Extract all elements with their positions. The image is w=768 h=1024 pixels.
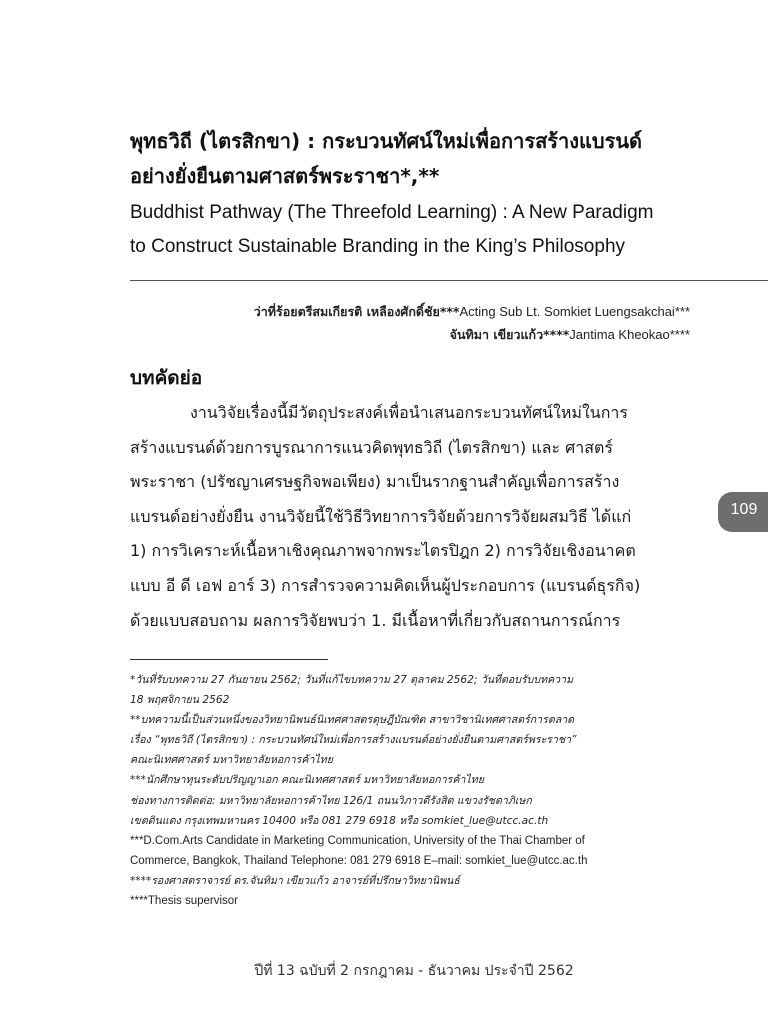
title-english-line-1: Buddhist Pathway (The Threefold Learning) : A New Paradigm — [130, 202, 654, 223]
author-line — [90, 323, 690, 346]
abstract-line: แบรนด์อย่างยั่งยืน งานวิจัยนี้ใช้วิธีวิทยาการวิจัยด้วยการวิจัยผสมวิธี ได้แก่ — [130, 506, 632, 526]
title-thai-line-2: อย่างยั่งยืนตามศาสตร์พระราชา*,** — [130, 164, 440, 188]
footnote-line: ****Thesis supervisor — [130, 895, 239, 908]
footnote-line: เรื่อง “พุทธวิถี (ไตรสิกขา) : กระบวนทัศน์ใหม่เพื่อการสร้างแบรนด์อย่างยั่งยืนตามศาสตร์พระราชา” — [130, 734, 577, 747]
footnote-line: 18 พฤศจิกายน 2562 — [130, 694, 230, 707]
footnotes — [130, 670, 670, 911]
abstract-line: สร้างแบรนด์ด้วยการบูรณาการแนวคิดพุทธวิถี (ไตรสิกขา) และ ศาสตร์ — [130, 437, 614, 457]
title-thai — [130, 124, 730, 194]
title-divider — [130, 280, 768, 281]
footnote-line: คณะนิเทศศาสตร์ มหาวิทยาลัยหอการค้าไทย — [130, 754, 333, 767]
footnote-line: ***D.Com.Arts Candidate in Marketing Communication, University of the Thai Chamber of — [130, 834, 585, 847]
author-name-thai: ว่าที่ร้อยตรีสมเกียรติ เหลืองศักดิ์ชัย*** — [253, 304, 460, 319]
footnote-line: เขตดินแดง กรุงเทพมหานคร 10400 หรือ 081 279 6918 หรือ somkiet_lue@utcc.ac.th — [130, 814, 549, 827]
journal-footer: ปีที่ 13 ฉบับที่ 2 กรกฎาคม - ธันวาคม ประจำปี 2562 — [254, 963, 574, 979]
abstract-line: พระราชา (ปรัชญาเศรษฐกิจพอเพียง) มาเป็นรากฐานสำคัญเพื่อการสร้าง — [130, 472, 620, 492]
footnote-line: ***นักศึกษาทุนระดับปริญญาเอก คณะนิเทศศาสตร์ มหาวิทยาลัยหอการค้าไทย — [130, 774, 484, 787]
author-name-english: Acting Sub Lt. Somkiet Luengsakchai*** — [459, 304, 690, 319]
author-line — [90, 300, 690, 323]
author-name-thai: จันทิมา เขียวแก้ว**** — [449, 327, 570, 342]
footnote-line: Commerce, Bangkok, Thailand Telephone: 081 279 6918 E–mail: somkiet_lue@utcc.ac.th — [130, 854, 588, 867]
footnote-line: **บทความนี้เป็นส่วนหนึ่งของวิทยานิพนธ์นิเทศศาสตรดุษฎีบัณฑิต สาขาวิชานิเทศศาสตร์การตลาด — [130, 714, 575, 727]
abstract-line: งานวิจัยเรื่องนี้มีวัตถุประสงค์เพื่อนำเสนอกระบวนทัศน์ใหม่ในการ — [190, 403, 628, 422]
page-number: 109 — [730, 501, 758, 518]
footnote-line: ช่องทางการติดต่อ: มหาวิทยาลัยหอการค้าไทย 126/1 ถนนวิภาวดีรังสิต แขวงรัชดาภิเษก — [130, 794, 532, 807]
abstract-heading: บทคัดย่อ — [130, 367, 203, 389]
abstract-line: ด้วยแบบสอบถาม ผลการวิจัยพบว่า 1. มีเนื้อหาที่เกี่ยวกับสถานการณ์การ — [130, 610, 621, 630]
abstract-line: 1) การวิเคราะห์เนื้อหาเชิงคุณภาพจากพระไตรปิฎก 2) การวิจัยเชิงอนาคต — [130, 541, 636, 561]
author-list — [90, 300, 690, 346]
abstract-body — [130, 396, 690, 638]
abstract-line: แบบ อี ดี เอฟ อาร์ 3) การสำรวจความคิดเห็นผู้ประกอบการ (แบรนด์ธุรกิจ) — [130, 575, 641, 595]
author-name-english: Jantima Kheokao**** — [569, 327, 690, 342]
footnote-divider — [130, 659, 328, 660]
title-english-line-2: to Construct Sustainable Branding in the King’s Philosophy — [130, 236, 626, 257]
footnote-line: ****รองศาสตราจารย์ ดร.จันทิมา เขียวแก้ว อาจารย์ที่ปรึกษาวิทยานิพนธ์ — [130, 874, 460, 887]
title-thai-line-1: พุทธวิถี (ไตรสิกขา) : กระบวนทัศน์ใหม่เพื่อการสร้างแบรนด์ — [130, 129, 643, 153]
footnote-line: *วันที่รับบทความ 27 กันยายน 2562; วันที่แก้ไขบทความ 27 ตุลาคม 2562; วันที่ตอบรับบทความ — [130, 674, 574, 686]
title-english — [130, 196, 740, 264]
